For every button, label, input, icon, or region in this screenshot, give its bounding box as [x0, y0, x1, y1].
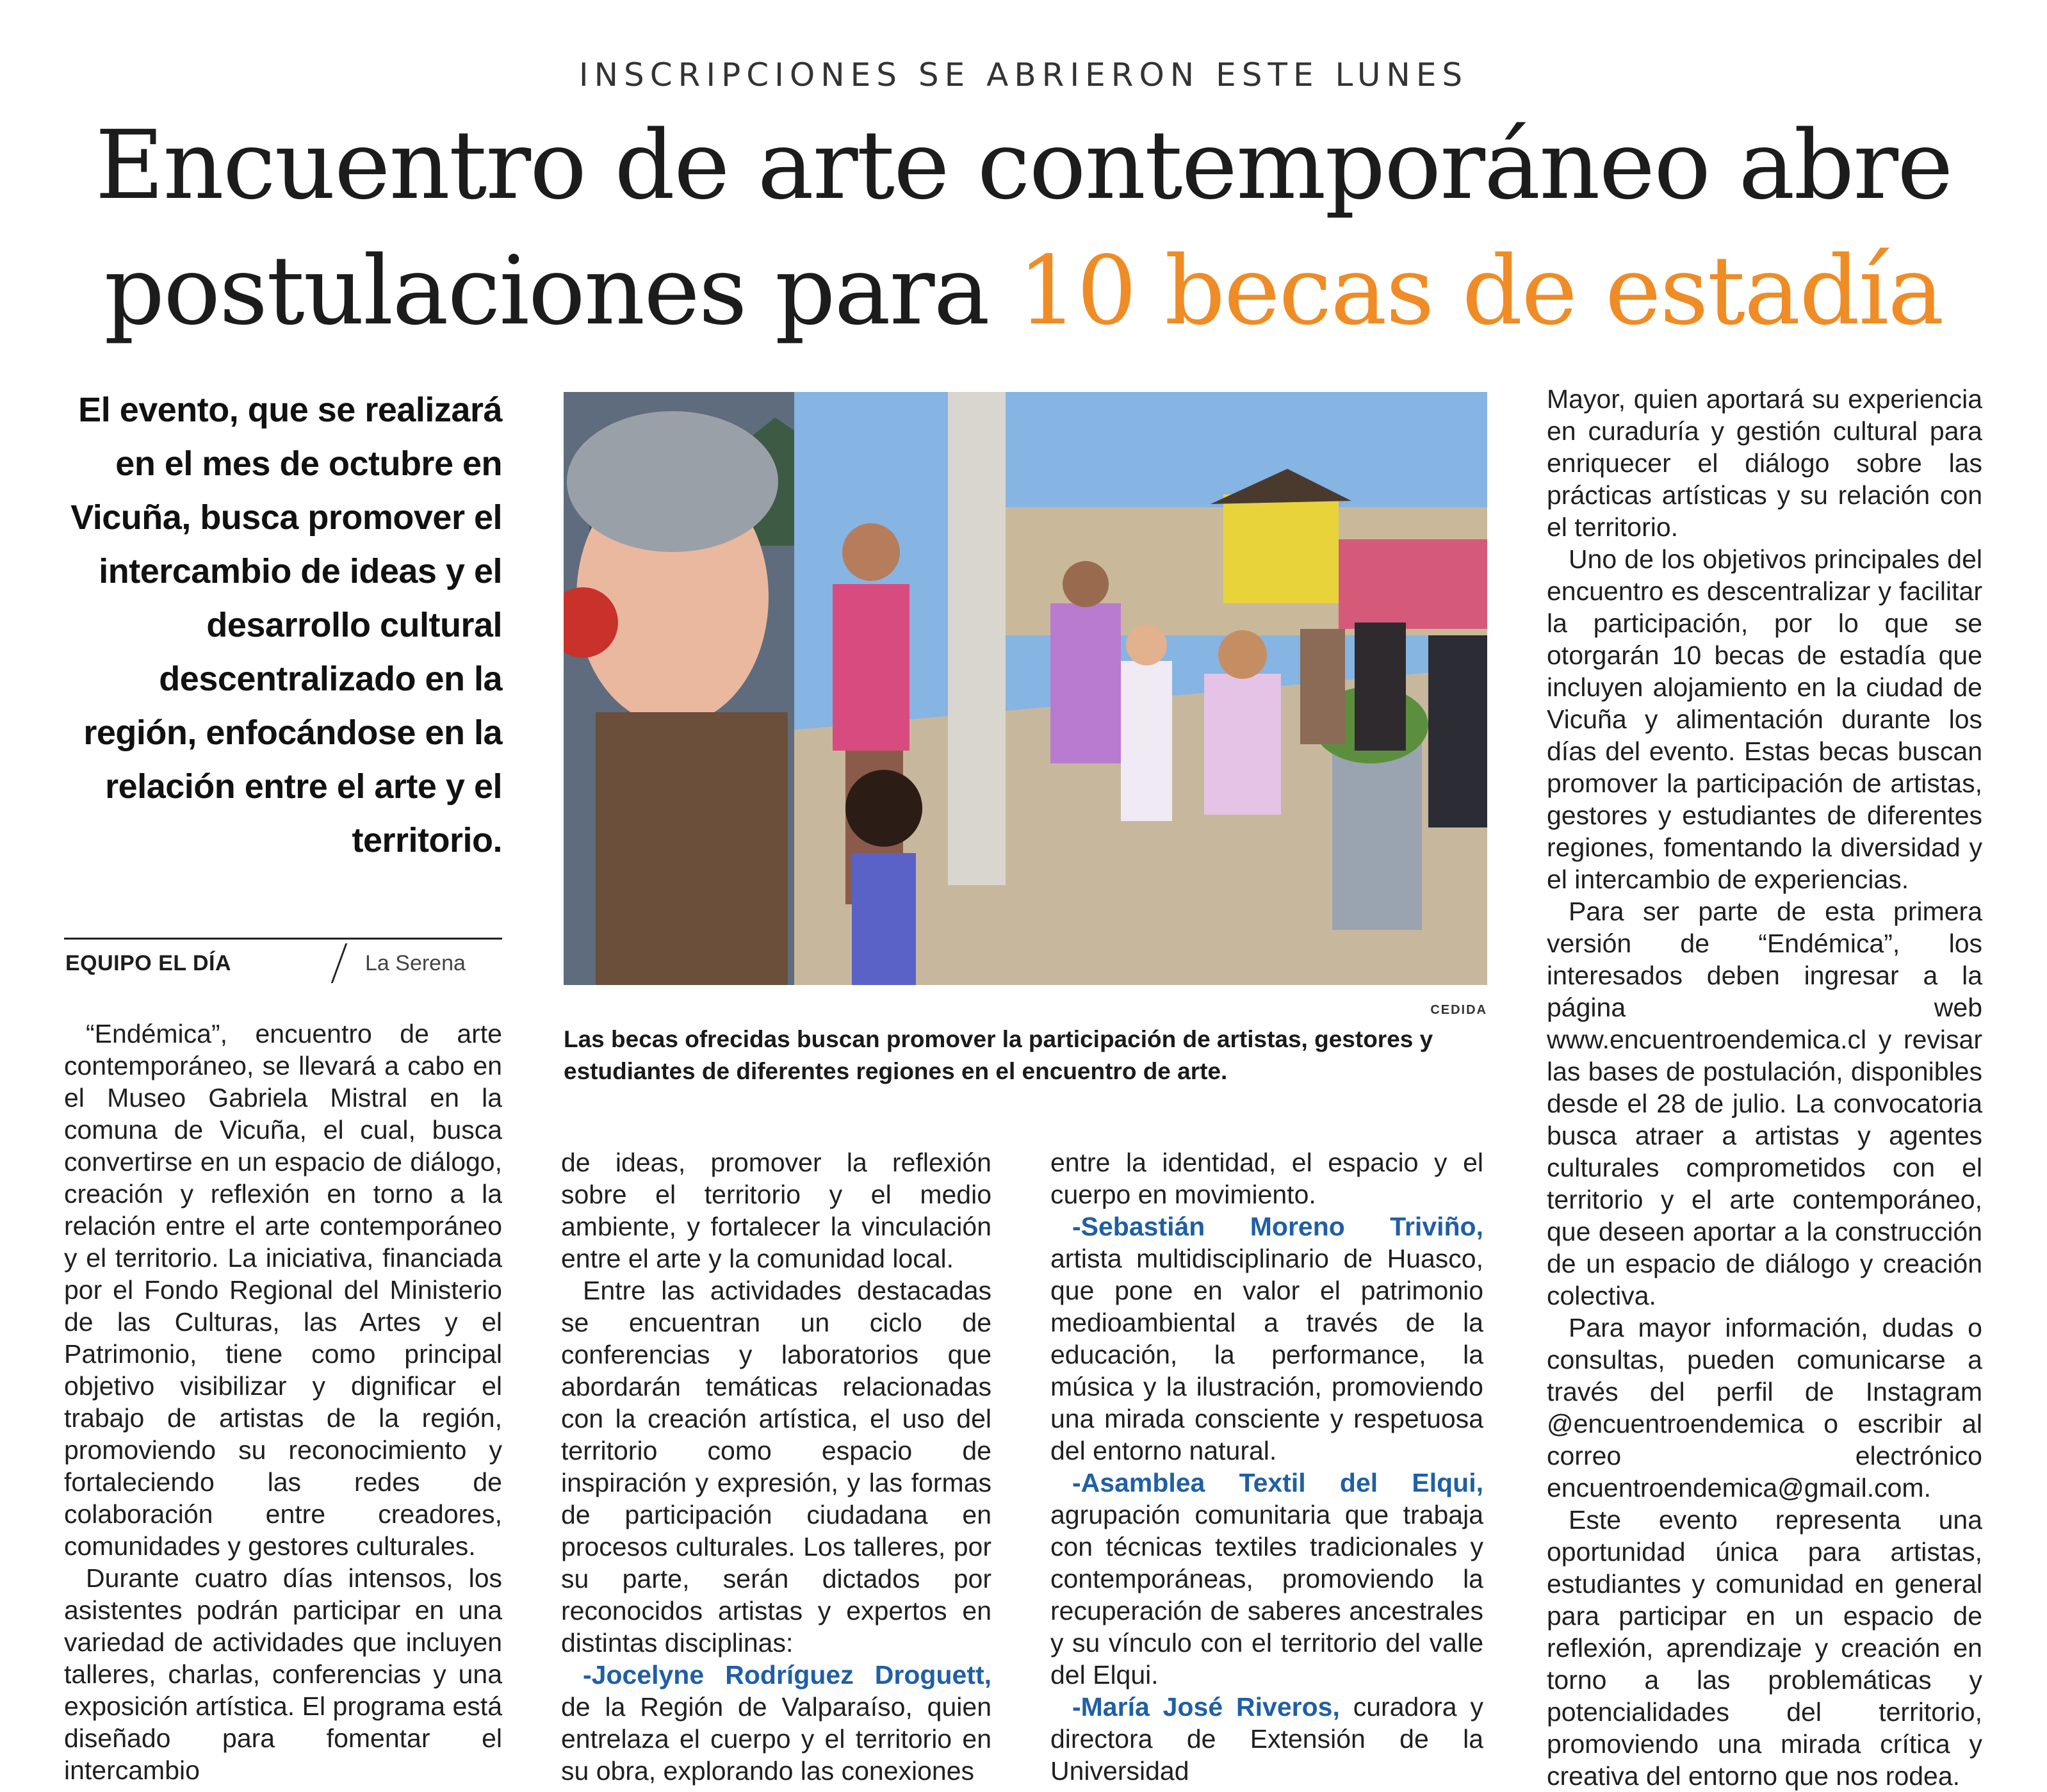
paragraph: Entre las actividades destacadas se encuentran un ciclo de conferencias y laboratorios que abordarán temáticas relacionadas con la creación artística, el uso del territorio como espacio de inspiración y expresión, y las formas de participación ciudadana en procesos culturales. Los talleres, por su parte, serán dictados por reconocidos artistas y expertos en distintas disciplinas:: [561, 1276, 991, 1658]
photo-utility-pole: [948, 392, 1006, 885]
paragraph: [561, 1659, 991, 1787]
headline-accent: 10 becas de estadía: [1017, 236, 1943, 346]
byline-divider: [331, 943, 348, 983]
photo-caption: Las becas ofrecidas buscan promover la participación de artistas, gestores y estudiantes de diferentes regiones en el encuentro de arte.: [564, 1026, 1433, 1084]
artist-name: -Asamblea Textil del Elqui,: [1072, 1468, 1483, 1497]
body-column-4: [1547, 383, 1982, 1792]
photo-credit: CEDIDA: [1430, 1003, 1487, 1017]
body-column-3: [1050, 1146, 1483, 1787]
artist-name: -Sebastián Moreno Triviño,: [1072, 1212, 1483, 1241]
photo-girl-white: [1121, 661, 1172, 821]
headline: [38, 102, 2009, 354]
photo-yellow-house: [1223, 494, 1339, 603]
paragraph: [1050, 1210, 1483, 1467]
headline-line-2: [38, 228, 2009, 354]
photo-girl-dress-head: [1218, 630, 1267, 679]
paragraph: “Endémica”, encuentro de arte contemporáneo, se llevará a cabo en el Museo Gabriela Mistral en la comuna de Vicuña, el cual, busca convertirse en un espacio de diálogo, creación y reflexión en torno a la relación entre el arte contemporáneo y el territorio. La iniciativa, financiada por el Fondo Regional del Ministerio de las Culturas, las Artes y el Patrimonio, tiene como principal objetivo visibilizar y dignificar el trabajo de artistas de la región, promoviendo su reconocimiento y fortaleciendo las redes de colaboración entre creadores, comunidades y gestores culturales.: [64, 1019, 502, 1561]
paragraph: Mayor, quien aportará su experiencia en curaduría y gestión cultural para enriquecer el diálogo sobre las prácticas artísticas y su relación con el territorio.: [1547, 384, 1982, 542]
paragraph: Durante cuatro días intensos, los asistentes podrán participar en una variedad de actividades que incluyen talleres, charlas, conferencias y una exposición artística. El programa está diseñado para fomentar el intercambio: [64, 1563, 502, 1785]
paragraph: Este evento representa una oportunidad única para artistas, estudiantes y comunidad en general para participar en un espacio de reflexión, aprendizaje y creación en torno a las problemáticas y potencialidades del territorio, promoviendo una mirada crítica y creativa del entorno que nos rodea.: [1547, 1505, 1982, 1791]
byline-location: La Serena: [365, 951, 466, 975]
byline: [64, 938, 502, 982]
artist-name: -Jocelyne Rodríguez Droguett,: [583, 1660, 991, 1690]
photo-illustration: [564, 392, 1487, 985]
paragraph: Uno de los objetivos principales del encuentro es descentralizar y facilitar la participación, por lo que se otorgarán 10 becas de estadía que incluyen alojamiento en la ciudad de Vicuña y alimentación durante los días del evento. Estas becas buscan promover la participación de artistas, gestores y estudiantes de diferentes regiones, fomentando la diversidad y el intercambio de experiencias.: [1547, 544, 1982, 894]
headline-line-2-main: postulaciones para: [104, 236, 1018, 346]
body-column-1: [64, 1018, 502, 1786]
photo-mural-hat: [567, 411, 778, 552]
photo-person-middle: [1300, 629, 1345, 744]
photo-mural-body: [596, 712, 788, 985]
photo-person-guide: [833, 584, 909, 751]
photo-child-front-head: [845, 770, 922, 847]
artist-description: de la Región de Valparaíso, quien entrelaza el cuerpo y el territorio en su obra, explorando las conexiones: [561, 1692, 991, 1786]
article-photo: [564, 392, 1487, 985]
artist-description: curadora y directora de Extensión de la Universidad: [1050, 1692, 1483, 1786]
photo-child-right: [1332, 738, 1422, 930]
photo-girl-white-head: [1126, 624, 1167, 665]
paragraph: [1050, 1691, 1483, 1787]
kicker: INSCRIPCIONES SE ABRIERON ESTE LUNES: [578, 56, 1469, 94]
paragraph: Para ser parte de esta primera versión de “Endémica”, los interesados deben ingresar a la página web www.encuentroendemica.cl y revisar las bases de postulación, disponibles desde el 28 de julio. La convocatoria busca atraer a artistas y agentes culturales comprometidos con el territorio y el arte contemporáneo, que deseen aportar a la construcción de un espacio de diálogo y creación colectiva.: [1547, 897, 1982, 1310]
paragraph: de ideas, promover la reflexión sobre el territorio y el medio ambiente, y fortalecer la vinculación entre el arte y la comunidad local.: [561, 1148, 991, 1273]
photo-person-dark: [1355, 623, 1406, 751]
paragraph: Para mayor información, dudas o consultas, pueden comunicarse a través del perfil de Instagram @encuentroendemica o escribir al correo electrónico encuentroendemica@gmail.com.: [1547, 1313, 1982, 1503]
paragraph: entre la identidad, el espacio y el cuerpo en movimiento.: [1050, 1148, 1483, 1209]
photo-person-purple-head: [1063, 561, 1109, 607]
paragraph: [1050, 1467, 1483, 1691]
photo-child-front: [852, 853, 916, 985]
body-column-2: [561, 1146, 991, 1787]
deck: El evento, que se realizará en el mes de octubre en Vicuña, busca promover el intercambio de ideas y el desarrollo cultural descentralizado en la región, enfocándose en la relación entre el arte y el territorio.: [70, 391, 502, 859]
photo-pink-shop: [1339, 539, 1487, 629]
photo-girl-dress: [1204, 674, 1281, 815]
photo-person-guide-head: [842, 523, 900, 581]
byline-author: EQUIPO EL DÍA: [65, 951, 232, 975]
photo-person-purple: [1050, 603, 1121, 763]
artist-name: -María José Riveros,: [1072, 1692, 1340, 1722]
photo-person-far-right: [1428, 635, 1487, 827]
artist-description: agrupación comunitaria que trabaja con técnicas textiles tradicionales y contemporáneas, promoviendo la recuperación de saberes ancestrales y su vínculo con el territorio del valle del Elqui.: [1050, 1500, 1483, 1690]
artist-description: artista multidisciplinario de Huasco, que pone en valor el patrimonio medioambiental a través de la educación, la performance, la música y la ilustración, promoviendo una mirada consciente y respetuosa del entorno natural.: [1050, 1244, 1483, 1465]
headline-line-1: Encuentro de arte contemporáneo abre: [95, 110, 1952, 220]
